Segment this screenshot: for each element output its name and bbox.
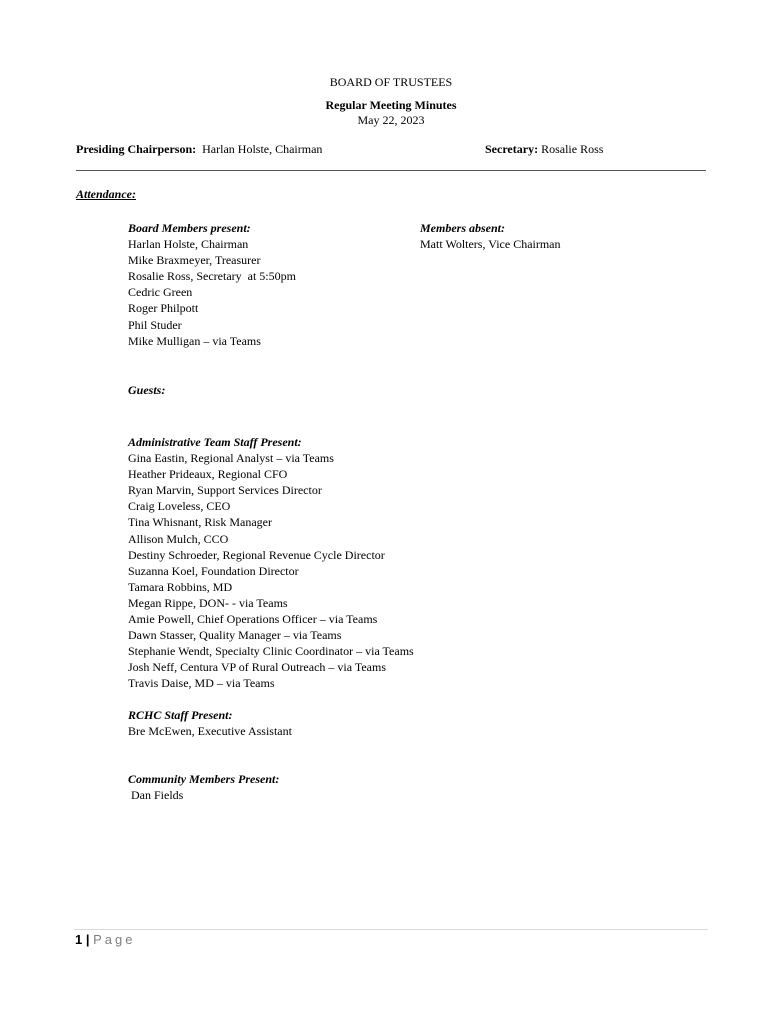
list-item: Phil Studer (128, 317, 182, 332)
list-item: Allison Mulch, CCO (128, 531, 229, 546)
guests-heading: Guests: (128, 383, 166, 397)
page-label: Page (93, 932, 136, 947)
secretary-label: Secretary: (485, 142, 539, 156)
list-item: Cedric Green (128, 285, 193, 300)
list-item: Bre McEwen, Executive Assistant (128, 724, 292, 739)
footer-divider (74, 929, 708, 930)
list-item: Travis Daise, MD – via Teams (128, 676, 275, 691)
list-item: Gina Eastin, Regional Analyst – via Teams (128, 451, 334, 466)
list-item: Josh Neff, Centura VP of Rural Outreach – via Teams (128, 660, 386, 675)
presiding-chair (76, 142, 322, 157)
document-subtitle: Regular Meeting Minutes (325, 98, 457, 112)
list-item: Harlan Holste, Chairman (128, 237, 249, 252)
rchc-staff-section (128, 707, 292, 739)
admin-staff-heading: Administrative Team Staff Present: (128, 435, 302, 449)
community-heading: Community Members Present: (128, 772, 280, 786)
list-item: Destiny Schroeder, Regional Revenue Cycle Director (128, 547, 385, 562)
page-separator: | (85, 932, 90, 947)
list-item: Dan Fields (131, 788, 184, 803)
secretary (485, 142, 603, 157)
page-footer (75, 932, 136, 947)
meeting-date: May 22, 2023 (357, 113, 425, 127)
org-title: BOARD OF TRUSTEES (329, 75, 453, 89)
list-item: Ryan Marvin, Support Services Director (128, 483, 322, 498)
list-item: Megan Rippe, DON- - via Teams (128, 595, 288, 610)
list-item: Stephanie Wendt, Specialty Clinic Coordinator – via Teams (128, 644, 414, 659)
attendance-heading: Attendance: (76, 187, 136, 201)
admin-staff-section (128, 434, 414, 692)
list-item: Tina Whisnant, Risk Manager (128, 515, 272, 530)
chair-label: Presiding Chairperson: (76, 142, 197, 156)
rchc-staff-heading: RCHC Staff Present: (128, 708, 233, 722)
board-present-section (128, 220, 296, 349)
page-number: 1 (75, 932, 83, 947)
list-item: Amie Powell, Chief Operations Officer – via Teams (128, 612, 378, 627)
list-item: Roger Philpott (128, 301, 199, 316)
members-absent-section (420, 220, 561, 252)
list-item: Craig Loveless, CEO (128, 499, 231, 514)
list-item: Heather Prideaux, Regional CFO (128, 467, 288, 482)
list-item: Mike Mulligan – via Teams (128, 333, 261, 348)
chair-value: Harlan Holste, Chairman (202, 142, 323, 156)
header-divider (76, 170, 706, 171)
secretary-value: Rosalie Ross (541, 142, 604, 156)
list-item: Matt Wolters, Vice Chairman (420, 237, 561, 252)
members-absent-heading: Members absent: (420, 221, 505, 235)
list-item: Rosalie Ross, Secretary at 5:50pm (128, 269, 296, 284)
community-section (128, 771, 279, 803)
list-item: Tamara Robbins, MD (128, 579, 233, 594)
board-present-heading: Board Members present: (128, 221, 251, 235)
list-item: Suzanna Koel, Foundation Director (128, 563, 299, 578)
list-item: Dawn Stasser, Quality Manager – via Teams (128, 628, 342, 643)
list-item: Mike Braxmeyer, Treasurer (128, 253, 261, 268)
